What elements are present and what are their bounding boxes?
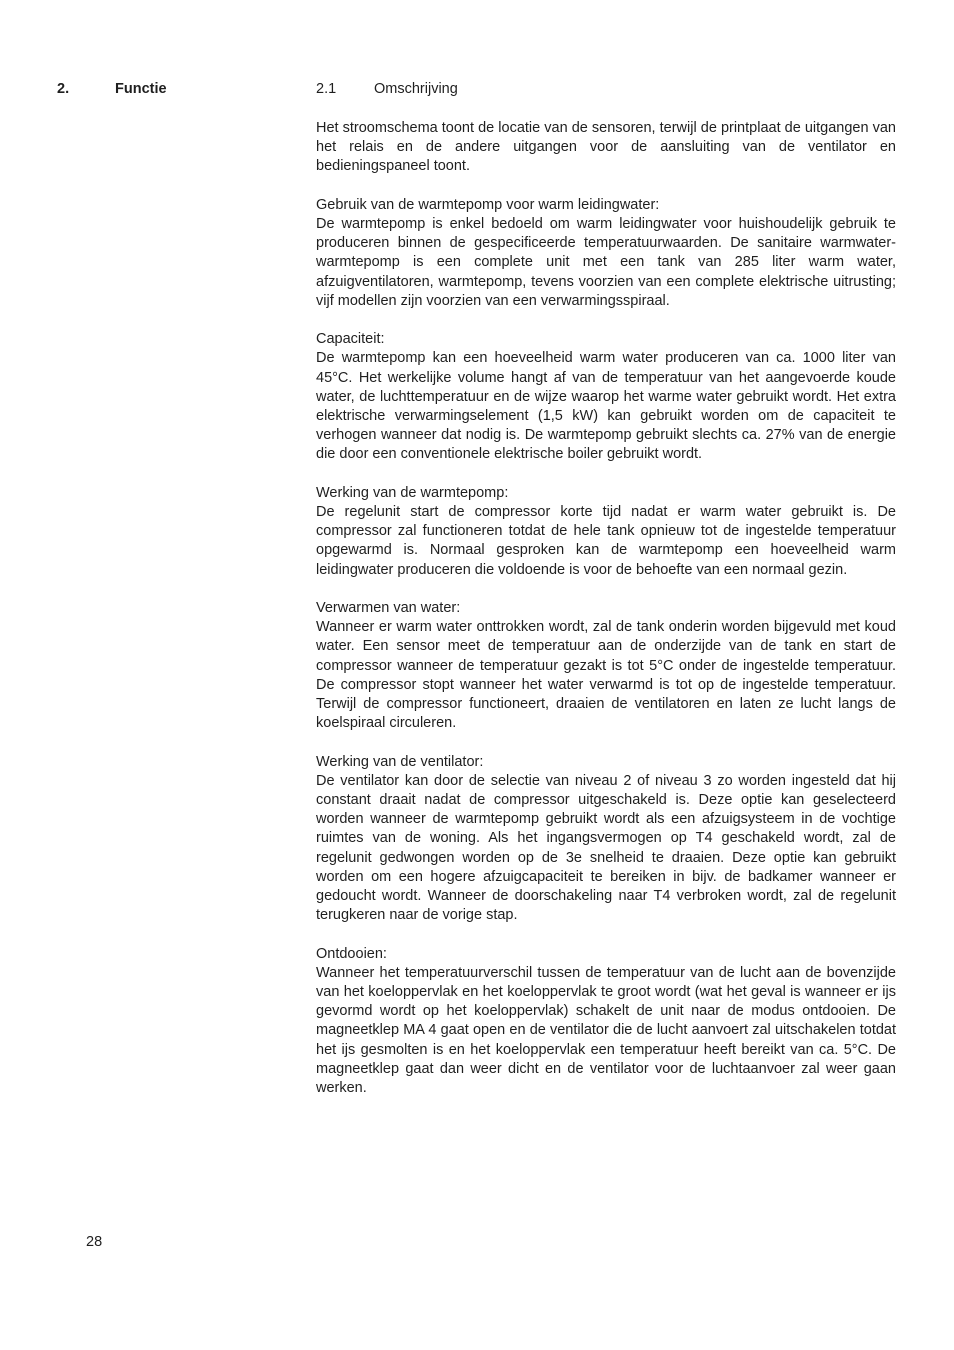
block-water-heating bbox=[316, 599, 896, 733]
block-heading: Verwarmen van water: bbox=[316, 600, 461, 617]
block-usage bbox=[316, 196, 896, 311]
block-text: De ventilator kan door de selectie van niveau 2 of niveau 3 zo worden ingesteld dat hij constant draait nadat de compressor uitgeschakeld is. Deze optie kan geselecteerd worden wanneer de warmtepomp gebruikt wordt als een afzuigsysteem in de vochtige ruimtes van de woning. Als het ingangsvermogen op T4 geschakeld wordt, zal de regelunit gedwongen worden op de 3e snelheid te draaien. Deze optie kan gebruikt worden om een hogere afzuigcapaciteit te bereiken in bijv. de badkamer wanneer er gedoucht wordt. Wanneer de doorschakeling naar T4 verbroken wordt, zal de regelunit terugkeren naar de vorige stap. bbox=[316, 772, 896, 924]
block-heading: Werking van de warmtepomp: bbox=[316, 484, 509, 501]
page-number: 28 bbox=[86, 1234, 103, 1250]
block-text: De warmtepomp is enkel bedoeld om warm leidingwater voor huishoudelijk gebruik te produceren binnen de gespecificeerde temperatuurwaarden. De sanitaire warmwater-warmtepomp is een complete unit met een tank van 285 liter warm water, afzuigventilatoren, warmtepomp, tevens voorzien van een complete elektrische uitrusting; vijf modellen zijn voorzien van een verwarmingsspiraal. bbox=[316, 216, 896, 309]
chapter-title: Functie bbox=[115, 81, 167, 97]
body-content bbox=[316, 119, 896, 1117]
block-fan-operation bbox=[316, 753, 896, 926]
block-heading: Ontdooien: bbox=[316, 945, 387, 962]
chapter-number: 2. bbox=[57, 81, 70, 97]
block-heading: Gebruik van de warmtepomp voor warm leidingwater: bbox=[316, 196, 660, 213]
block-heading: Capaciteit: bbox=[316, 331, 385, 348]
block-text: De regelunit start de compressor korte tijd nadat er warm water gebruikt is. De compressor zal functioneren totdat de hele tank opnieuw tot de ingestelde temperatuur opgewarmd is. Normaal gesproken kan de warmtepomp een hoeveelheid warm leidingwater produceren die voldoende is voor de behoefte van een normaal gezin. bbox=[316, 504, 896, 578]
block-text: Wanneer het temperatuurverschil tussen de temperatuur van de lucht aan de bovenzijde van het koeloppervlak en het koeloppervlak te groot wordt (wat het geval is wanneer er ijs gevormd wordt op het koeloppervlak) schakelt de unit naar de modus ontdooien. De magneetklep MA 4 gaat open en de ventilator die de lucht aanvoert zal uitschakelen totdat het ijs gesmolten is en het koeloppervlak een temperatuur heeft bereikt van ca. 5°C. De magneetklep gaat dan weer dicht en de ventilator voor de luchtaanvoer zal weer gaan werken. bbox=[316, 964, 896, 1097]
block-text: De warmtepomp kan een hoeveelheid warm water produceren van ca. 1000 liter van 45°C. Het werkelijke volume hangt af van de temperatuur van het aangevoerde koude water, de luchttemperatuur en de wijze waarop het warme water gebruikt wordt. Het extra elektrische verwarmingselement (1,5 kW) kan gebruikt worden om de capaciteit te verhogen wanneer dat nodig is. De warmtepomp gebruikt slechts ca. 27% van de energie die door een conventionele elektrische boiler gebruikt wordt. bbox=[316, 350, 896, 463]
block-text: Wanneer er warm water onttrokken wordt, zal de tank onderin worden bijgevuld met koud water. Een sensor meet de temperatuur aan de onderzijde van de tank en start de compressor wanneer de temperatuur gezakt is tot 5°C onder de ingestelde temperatuur. De compressor stopt wanneer het water verwarmd is tot op de ingestelde temperatuur. Terwijl de compressor functioneert, draaien de ventilatoren en laten ze lucht langs de koelspiraal circuleren. bbox=[316, 619, 896, 732]
block-defrosting bbox=[316, 945, 896, 1099]
block-capacity bbox=[316, 330, 896, 464]
block-heading: Werking van de ventilator: bbox=[316, 753, 484, 770]
block-heatpump-operation bbox=[316, 484, 896, 580]
section-number: 2.1 bbox=[316, 81, 337, 97]
section-title: Omschrijving bbox=[374, 81, 458, 97]
intro-paragraph: Het stroomschema toont de locatie van de sensoren, terwijl de printplaat de uitgangen van het relais en de andere uitgangen voor de aansluiting van de ventilator en bedieningspaneel toont. bbox=[316, 120, 896, 175]
